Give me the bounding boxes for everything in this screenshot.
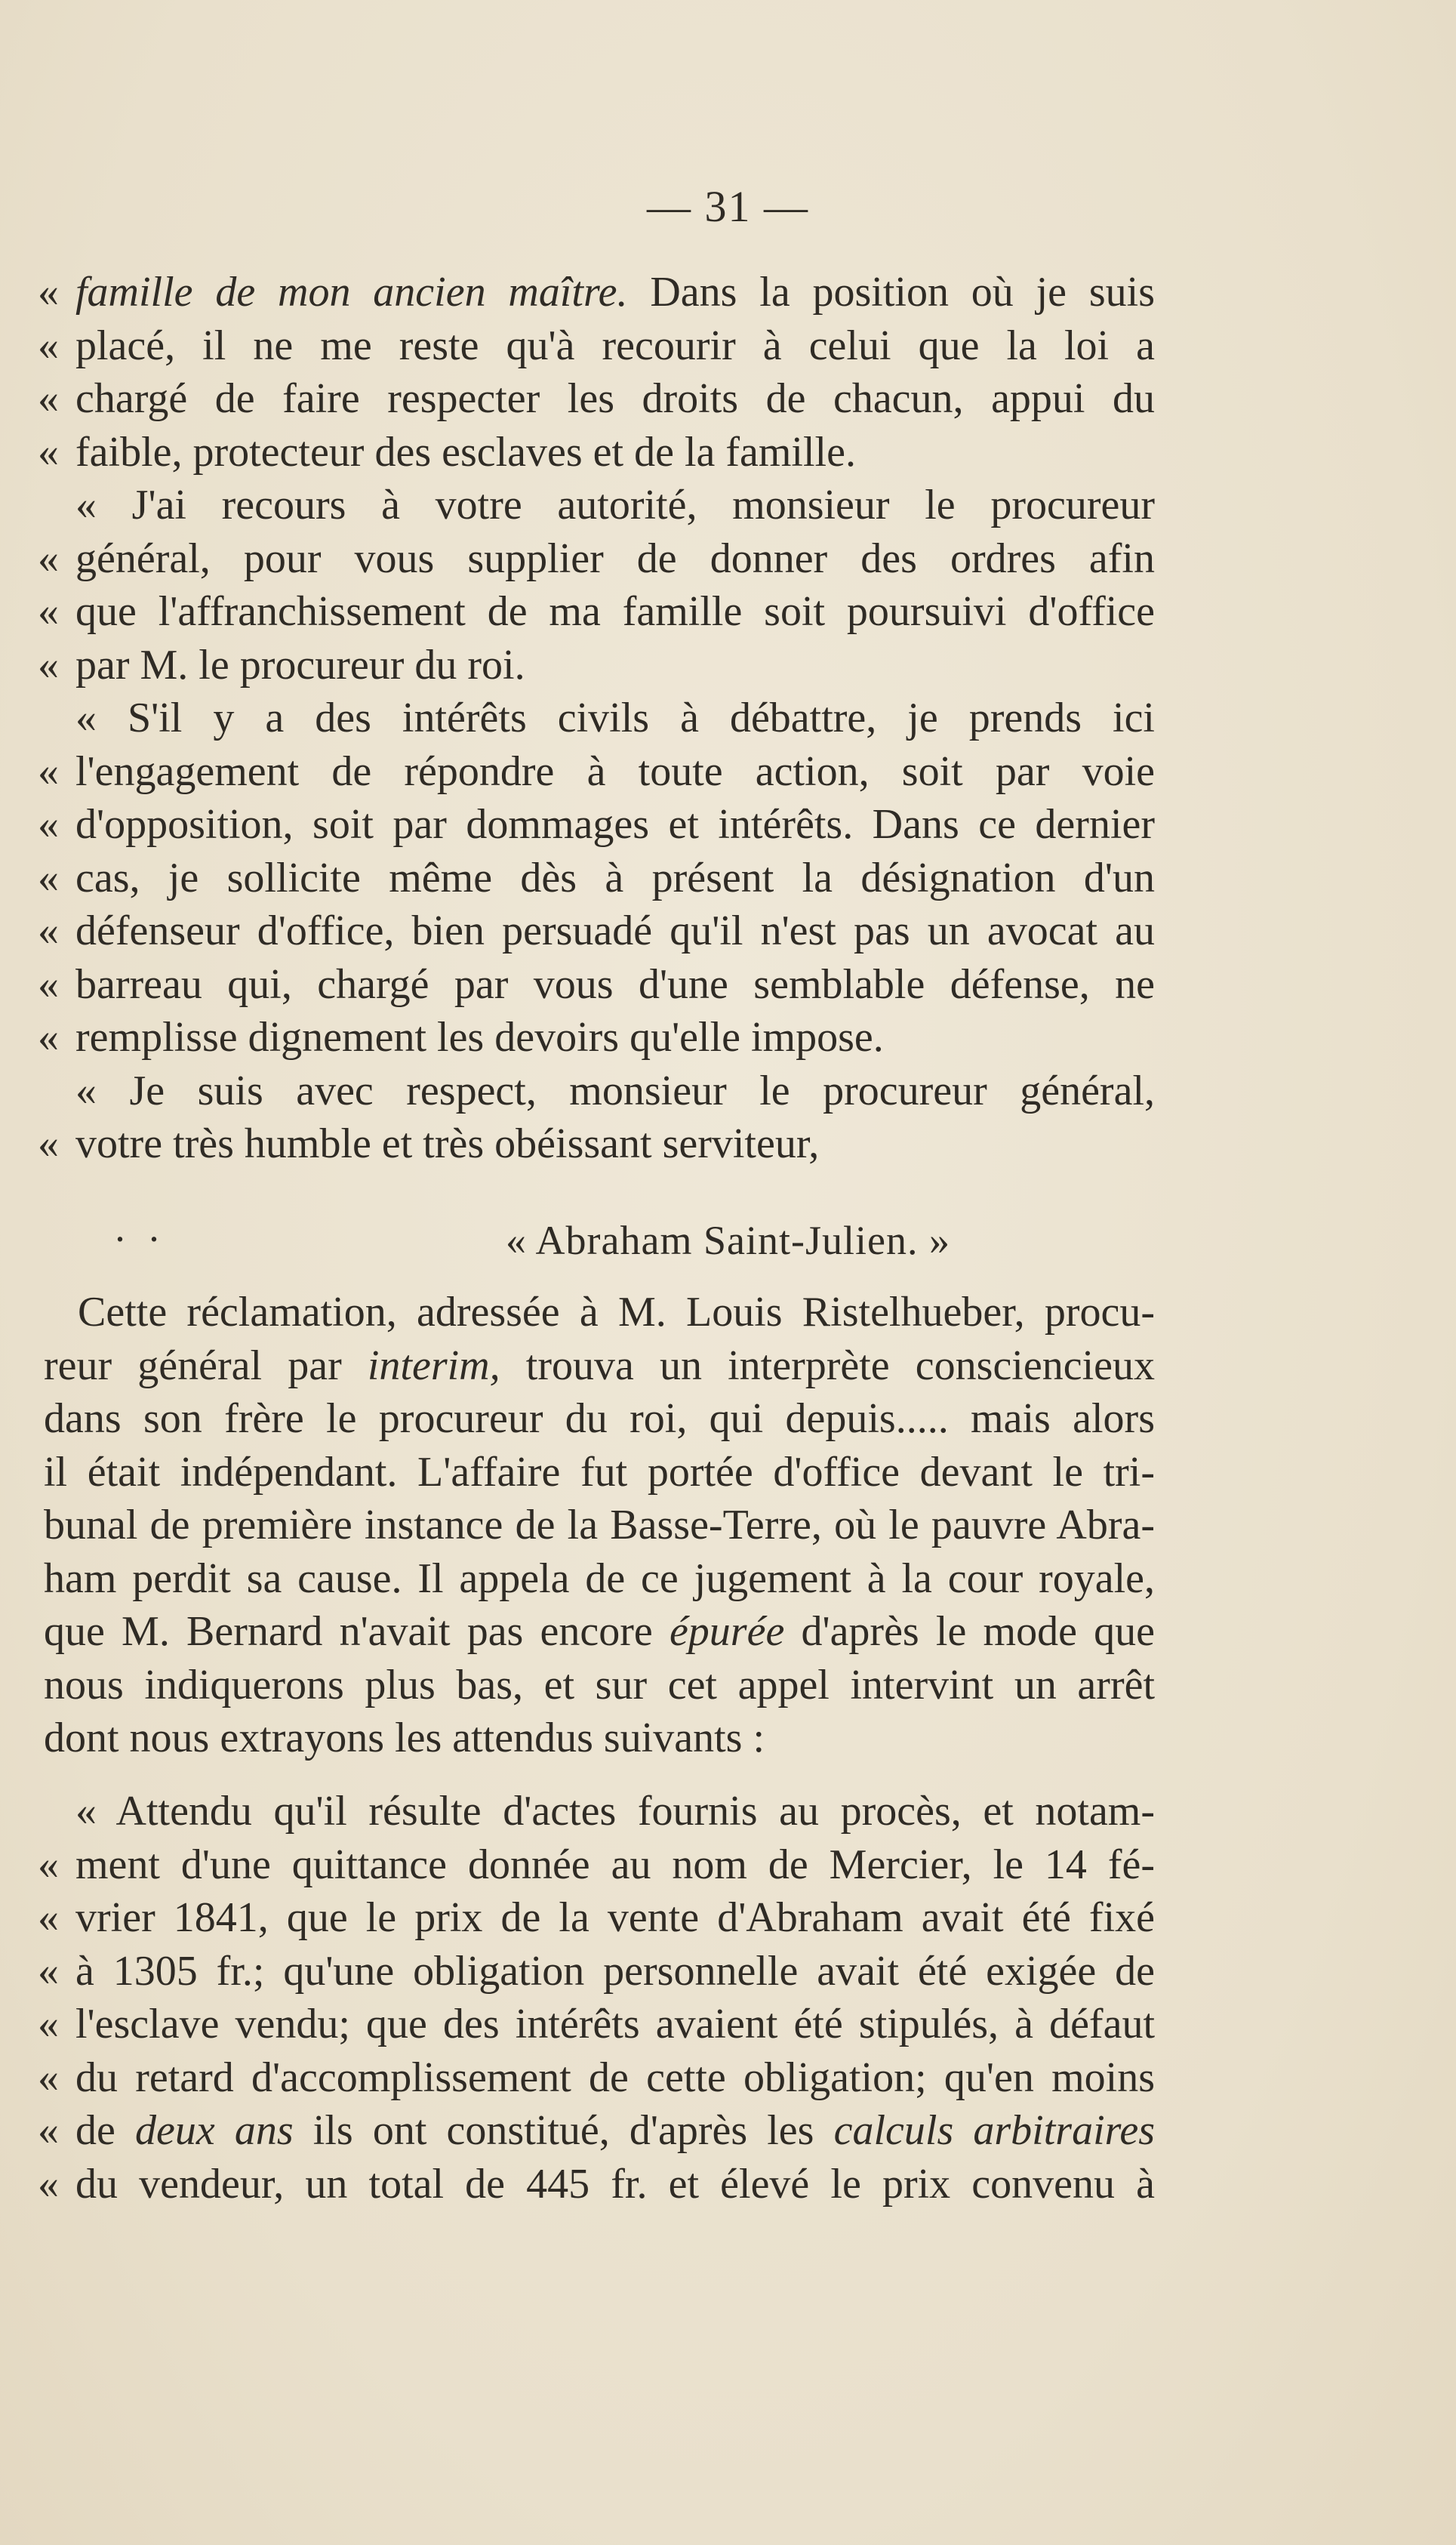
text-run: votre très humble et très obéissant serviteur,	[75, 1120, 820, 1167]
quote-mark: «	[38, 322, 59, 369]
text-run: à 1305 fr.; qu'une obligation personnelle avait été exigée de	[75, 1947, 1155, 1995]
text-run: général, pour vous supplier de donner des ordres afin	[75, 535, 1155, 582]
text-run: ham perdit sa cause. Il appela de ce jugement à la cour royale,	[44, 1554, 1155, 1602]
quote-mark: «	[38, 269, 59, 316]
signature-dots: · ·	[113, 1216, 161, 1262]
text-run: reur général par	[44, 1342, 368, 1389]
italic-text: deux ans	[135, 2107, 294, 2154]
quote-mark: «	[38, 801, 59, 848]
text-run: trouva un interprète consciencieux	[500, 1342, 1155, 1389]
italic-text: épurée	[669, 1608, 785, 1655]
text-run: nous indiquerons plus bas, et sur cet appel intervint un arrêt	[44, 1661, 1155, 1708]
text-run: du vendeur, un total de 445 fr. et élevé le prix convenu à	[75, 2160, 1155, 2208]
text-run: bunal de première instance de la Basse-Terre, où le pauvre Abra-	[44, 1502, 1155, 1548]
text-run: « Attendu qu'il résulte d'actes fournis au procès, et notam-	[75, 1788, 1155, 1835]
text-run: vrier 1841, que le prix de la vente d'Abraham avait été fixé	[75, 1894, 1155, 1941]
page-number-header: — 31 —	[647, 182, 809, 231]
text-run: « J'ai recours à votre autorité, monsieur le procureur	[75, 482, 1155, 528]
text-run: l'esclave vendu; que des intérêts avaient été stipulés, à défaut	[75, 2001, 1155, 2047]
text-run: cas, je sollicite même dès à présent la désignation d'un	[75, 854, 1155, 901]
text-run: chargé de faire respecter les droits de chacun, appui du	[75, 375, 1155, 422]
text-run: dont nous extrayons les attendus suivants :	[44, 1715, 765, 1761]
quote-mark: «	[38, 2107, 59, 2154]
text-run: par M. le procureur du roi.	[75, 641, 525, 689]
quote-mark: «	[38, 428, 59, 476]
text-run: d'après le mode que	[784, 1608, 1155, 1655]
quote-mark: «	[38, 1894, 59, 1941]
signature: « Abraham Saint-Julien. »	[506, 1218, 950, 1263]
italic-text: interim,	[367, 1342, 500, 1389]
text-run: de	[75, 2107, 135, 2154]
text-run: « S'il y a des intérêts civils à débattre, je prends ici	[75, 695, 1155, 741]
quote-mark: «	[38, 960, 59, 1008]
quote-mark: «	[38, 747, 59, 795]
quote-mark: «	[38, 2160, 59, 2208]
text-run: barreau qui, chargé par vous d'une semblable défense, ne	[75, 960, 1155, 1008]
quote-mark: «	[38, 1120, 59, 1167]
quote-mark: «	[38, 2054, 59, 2101]
text-run: que l'affranchissement de ma famille soit poursuivi d'office	[75, 588, 1155, 635]
text-run: du retard d'accomplissement de cette obligation; qu'en moins	[75, 2054, 1155, 2101]
italic-text: calculs arbitraires	[833, 2107, 1155, 2154]
text-run: dans son frère le procureur du roi, qui depuis..... mais alors	[44, 1395, 1155, 1442]
text-run: il était indépendant. L'affaire fut portée d'office devant le tri-	[44, 1448, 1155, 1496]
text-run: l'engagement de répondre à toute action, soit par voie	[75, 747, 1155, 795]
quote-mark: «	[38, 375, 59, 422]
quote-mark: «	[38, 641, 59, 689]
text-run: ment d'une quittance donnée au nom de Mercier, le 14 fé-	[75, 1841, 1155, 1888]
text-run: remplisse dignement les devoirs qu'elle impose.	[75, 1014, 884, 1061]
text-run: défenseur d'office, bien persuadé qu'il n'est pas un avocat au	[75, 907, 1155, 954]
quote-mark: «	[38, 1947, 59, 1995]
quote-mark: «	[38, 854, 59, 901]
text-run: que M. Bernard n'avait pas encore	[44, 1608, 670, 1655]
italic-text: famille de mon ancien maître.	[75, 269, 628, 316]
text-run: « Je suis avec respect, monsieur le procureur général,	[75, 1067, 1155, 1114]
text-run: ils ont constitué, d'après les	[293, 2107, 834, 2154]
quote-mark: «	[38, 1841, 59, 1888]
text-run: d'opposition, soit par dommages et intérêts. Dans ce dernier	[75, 801, 1155, 848]
text-run: faible, protecteur des esclaves et de la famille.	[75, 428, 856, 476]
text-run: Cette réclamation, adressée à M. Louis Ristelhueber, procu-	[78, 1289, 1155, 1336]
quote-mark: «	[38, 535, 59, 582]
quote-mark: «	[38, 588, 59, 635]
quote-mark: «	[38, 907, 59, 954]
quote-mark: «	[38, 1014, 59, 1061]
text-run: placé, il ne me reste qu'à recourir à celui que la loi a	[75, 322, 1155, 369]
text-run: Dans la position où je suis	[627, 269, 1156, 316]
quote-mark: «	[38, 2001, 59, 2047]
